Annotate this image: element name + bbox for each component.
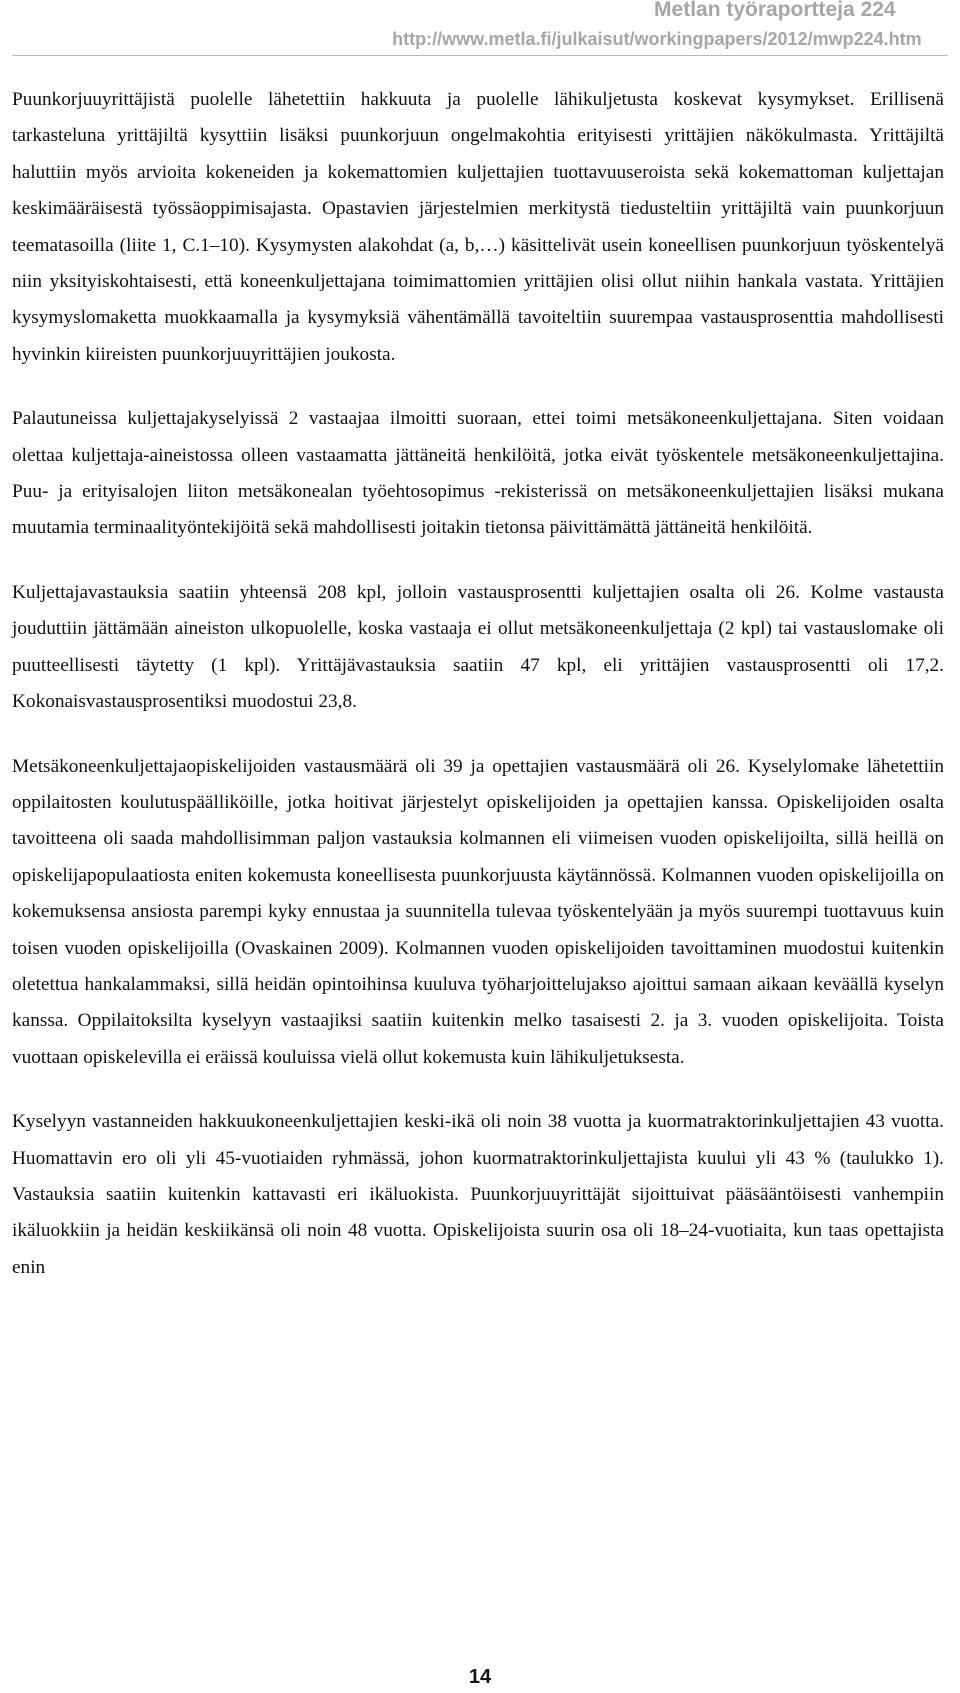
paragraph-1: Puunkorjuuyrittäjistä puolelle lähetettiin hakkuuta ja puolelle lähikuljetusta koskevat kysymykset. Erillisenä tarkasteluna yrittäjiltä kysyttiin lisäksi puunkorjuun ongelmakohtia erityisesti yrittäjien näkökulmasta. Yrittäjiltä haluttiin myös arvioita kokeneiden ja kokemattomien kuljettajien tuottavuuseroista sekä kokemattoman kuljettajan keskimääräisestä työssäoppimisajasta. Opastavien järjestelmien merkitystä tiedusteltiin yrittäjiltä vain puunkorjuun teematasoilla (liite 1, C.1–10). Kysymysten alakohdat (a, b,…) käsittelivät usein koneellisen puunkorjuun työskentelyä niin yksityiskohtaisesti, että koneenkuljettajana toimimattomien yrittäjien olisi ollut niihin hankala vastata. Yrittäjien kysymyslomaketta muokkaamalla ja kysymyksiä vähentämällä tavoiteltiin suurempaa vastausprosenttia mahdollisesti hyvinkin kiireisten puunkorjuuyrittäjien joukosta. [12,89,944,365]
header-url[interactable]: http://www.metla.fi/julkaisut/workingpapers/2012/mwp224.htm [392,29,922,49]
paragraph-3: Kuljettajavastauksia saatiin yhteensä 208 kpl, jolloin vastausprosentti kuljettajien osalta oli 26. Kolme vastausta jouduttiin jättämään aineiston ulkopuolelle, koska vastaaja ei ollut metsäkoneenkuljettaja (2 kpl) tai vastauslomake oli puutteellisesti täytetty (1 kpl). Yrittäjävastauksia saatiin 47 kpl, eli yrittäjien vastausprosentti oli 17,2. Kokonaisvastausprosentiksi muodostui 23,8. [12,581,944,713]
page-header [22,0,922,50]
paragraph-5: Kyselyyn vastanneiden hakkuukoneenkuljettajien keski-ikä oli noin 38 vuotta ja kuormatraktorinkuljettajien 43 vuotta. Huomattavin ero oli yli 45-vuotiaiden ryhmässä, johon kuormatraktorinkuljettajista kuului yli 43 % (taulukko 1). Vastauksia saatiin kuitenkin kattavasti eri ikäluokista. Puunkorjuuyrittäjät sijoittuivat pääsääntöisesti vanhempiin ikäluokkiin ja heidän keskiikänsä oli noin 48 vuotta. Opiskelijoista suurin osa oli 18–24-vuotiaita, kun taas opettajista enin [12,1111,944,1278]
series-title: Metlan työraportteja 224 [654,0,896,21]
document-body [12,82,944,1314]
paragraph-4: Metsäkoneenkuljettajaopiskelijoiden vastausmäärä oli 39 ja opettajien vastausmäärä oli 26. Kyselylomake lähetettiin oppilaitosten koulutuspäälliköille, jotka hoitivat järjestelyt opiskelijoiden ja opettajien kanssa. Opiskelijoiden osalta tavoitteena oli saada mahdollisimman paljon vastauksia kolmannen eli viimeisen vuoden opiskelijoilta, sillä heillä on opiskelijapopulaatiosta eniten kokemusta koneellisesta puunkorjuusta käytännössä. Kolmannen vuoden opiskelijoilla on kokemuksensa ansiosta parempi kyky ennustaa ja suunnitella tulevaa työskentelyään ja myös suurempi tuottavuus kuin toisen vuoden opiskelijoilla (Ovaskainen 2009). Kolmannen vuoden opiskelijoiden tavoittaminen muodostui kuitenkin oletettua hankalammaksi, sillä heidän opintoihinsa kuuluva työharjoittelujakso ajoittui samaan aikaan keväällä kyselyn kanssa. Oppilaitoksilta kyselyyn vastaajiksi saatiin kuitenkin melko tasaisesti 2. ja 3. vuoden opiskelijoita. Toista vuottaan opiskelevilla ei eräissä kouluissa vielä ollut kokemusta kuin lähikuljetuksesta. [12,755,944,1068]
header-divider [12,55,948,56]
page-number: 14 [468,1666,492,1688]
paragraph-2: Palautuneissa kuljettajakyselyissä 2 vastaajaa ilmoitti suoraan, ettei toimi metsäkoneenkuljettajana. Siten voidaan olettaa kuljettaja-aineistossa olleen vastaamatta jättäneitä henkilöitä, jotka eivät työskentele metsäkoneenkuljettajina. Puu- ja erityisalojen liiton metsäkonealan työehtosopimus -rekisterissä on metsäkoneenkuljettajien lisäksi mukana muutamia terminaalityöntekijöitä sekä mahdollisesti joitakin tietonsa päivittämättä jättäneitä henkilöitä. [12,408,944,539]
